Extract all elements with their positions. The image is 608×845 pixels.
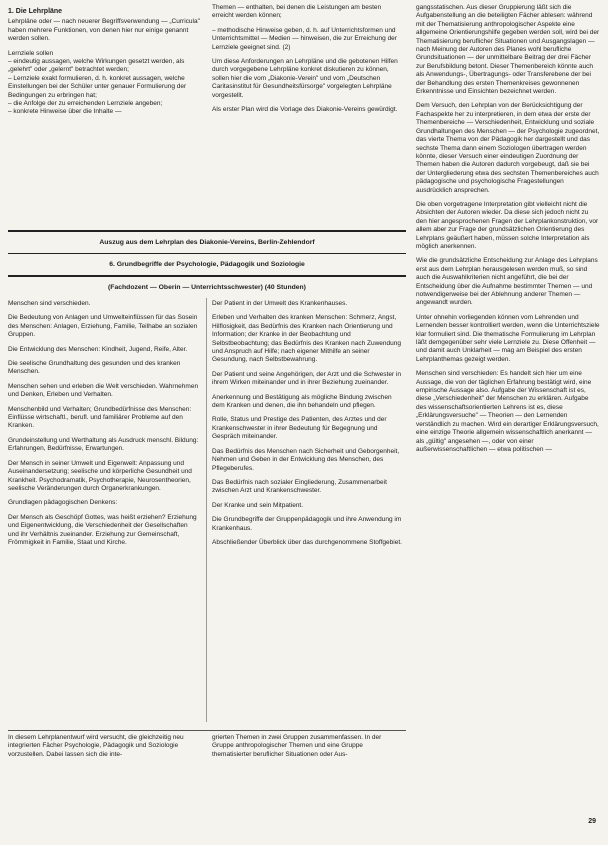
curriculum-item: Das Bedürfnis nach sozialer Eingliederung, Zusammenarbeit zwischen Arzt und Krankenschwester. — [212, 478, 387, 495]
curriculum-item: Menschenbild und Verhalten; Grundbedürfnisse des Menschen: Einflüsse wirtschaftl., berufl. und familiärer Probleme auf den Kranken. — [8, 405, 192, 430]
lower-left-column — [8, 300, 200, 547]
section-heading: 1. Die Lehrpläne — [8, 8, 63, 15]
paragraph: Unter ohnehin vorliegenden können vom Lehrenden und Lernenden besser kontrolliert werden, wenn die Unterrichtsziele klar formuliert sind. Die thematische Formulierung im Lehrplan läßt demgegenüber sehr viele Lernziele zu. Diese Offenheit — und damit auch Unklarheit — mag am Beispiel des ersten Lehrplanthemas gezeigt werden. — [416, 313, 600, 363]
paragraph: grierten Themen in zwei Gruppen zusammenfassen. In der Gruppe anthropologischer Themen und eine Gruppe thematisierter beruflicher Situationen oder Aus- — [212, 734, 382, 758]
curriculum-item: Die Bedeutung von Anlagen und Umwelteinflüssen für das Sosein des Menschen: Anlagen, Erziehung, Familie, Teilhabe an sozialen Gruppen. — [8, 314, 198, 339]
curriculum-item: Rolle, Status und Prestige des Patienten, des Arztes und der Krankenschwester in ihrer Bedeutung für Begegnung und Gespräch miteinander. — [212, 416, 387, 441]
divider — [8, 275, 406, 277]
paragraph: Lehrpläne oder — nach neuerer Begriffsverwendung — „Curricula" haben mehrere Funktionen, von denen hier nur einige genannt werden sollen. — [8, 18, 200, 43]
lower-middle-column — [212, 300, 404, 547]
page-number: 29 — [588, 818, 596, 825]
curriculum-excerpt-header — [8, 230, 406, 306]
list-item: – Lernziele exakt formulieren, d. h. konkret aussagen, welche Einstellungen bei der Schüler unter genauer Formulierung der Bedingungen zu erbringen hat; — [8, 74, 187, 99]
list-item: Themen — enthalten, bei denen die Leistungen am besten erreicht werden können; — [212, 4, 382, 20]
curriculum-item: Menschen sehen und erleben die Welt verschieden. Wahrnehmen und Denken, Erleben und Verhalten. — [8, 382, 199, 399]
paragraph: Dem Versuch, den Lehrplan von der Berücksichtigung der Fachaspekte her zu interpretieren, in dem etwa der erste der Themenbereiche — Verschiedenheit, Entwicklung und soziale Grundhaltungen des Menschen — der Psychologie zugeordnet, das vierte Thema von der Pädagogik her dargestellt und das sechste Thema dann einem Soziologen übertragen werden könnte, dieser Versuch einer eindeutigen Zuordnung der Themen haben die Autoren dadurch vorgebeugt, daß sie bei der Untergliederung etwa des sechsten Themenbereiches auch pädagogische und psychologische Fragestellungen ausdrücklich ansprechen. — [416, 102, 600, 194]
list-item: – methodische Hinweise geben, d. h. auf Unterrichtsformen und Unterrichtsmittel — Medien — hinweisen, die zur Erreichung der Lernziele geeignet sind. (2) — [212, 26, 397, 51]
top-left-column — [8, 8, 200, 117]
bottom-middle-column — [212, 734, 404, 759]
list-item: – konkrete Hinweise über die Inhalte — — [8, 108, 122, 116]
list-item: – die Anfolge der zu erreichenden Lernziele angeben; — [8, 100, 163, 108]
paragraph: In diesem Lehrplanentwurf wird versucht, die gleichzeitig neu integrierten Fächer Psychologie, Pädagogik und Soziologie vorzustellen. Dabei lassen sich die inte- — [8, 734, 184, 758]
curriculum-item: Erleben und Verhalten des kranken Menschen: Schmerz, Angst, Hilflosigkeit, das Bedürfnis des Kranken nach Orientierung und Information; der Kranke in der Beobachtung und Selbstbeobachtung; das Bedürfnis des Kranken nach Zuwendung und Anspruch auf Hilfe; nach eigener Mithilfe an seiner Gesundung, nach Selbstbewahrung. — [212, 314, 401, 364]
paragraph: Wie die grundsätzliche Entscheidung zur Anlage des Lehrplans erst aus dem Lehrplan herausgelesen werden muß, so sind auch die Auswahlkriterien nicht angeführt, die bei der Entscheidung über die Aufnahme bestimmter Themen — und notwendigerweise bei der Ablehnung anderer Themen — angewandt wurden. — [416, 257, 598, 307]
curriculum-item: Abschließender Überblick über das durchgenommene Stoffgebiet. — [212, 538, 402, 546]
curriculum-item: Der Mensch in seiner Umwelt und Eigenwelt: Anpassung und Auseinandersetzung; seelische und körperliche Gesundheit und Krankheit. Psychodramatik, Psychotherapie, Neurosentheorien, seelische Veränderungen durch Organerkrankungen. — [8, 459, 192, 492]
right-column — [416, 4, 600, 454]
curriculum-item: Menschen sind verschieden. — [8, 300, 91, 307]
curriculum-item: Die Grundbegriffe der Gruppenpädagogik und ihre Anwendung im Krankenhaus. — [212, 516, 402, 532]
paragraph: Lernziele sollen — [8, 49, 54, 57]
paragraph: gangsstatischen. Aus dieser Gruppierung läßt sich die Aufgabenstellung an die beteiligten Fächer ablesen: während mit der Thematisierung anthropologischer Aspekte eine allgemeine Orientierungshilfe gegeben werden soll, wird bei der Thematisierung beruflicher Situationen und Ausgangslagen — nach Meinung der Autoren des Planes wohl berufliche Grundsituationen — der unmittelbare Beitrag der drei Fächer zur Berufsbildung betont. Dieser Themenbereich könnte auch als Anwendungs-, Übertragungs- oder Transferebene der bei der Behandlung des ersten Themenkreises gewonnenen Erkenntnisse und Einsichten bezeichnet werden. — [416, 4, 600, 96]
curriculum-item: Der Mensch als Geschöpf Gottes, was heißt erziehen? Erziehung und Eigenentwicklung, die Verschiedenheit der Gesellschaften und ihr Verhältnis zueinander. Erziehung zur Gemeinschaft, Frömmigkeit in Familie, Staat und Kirche. — [8, 513, 197, 546]
paragraph: Als erster Plan wird die Vorlage des Diakonie-Vereins gewürdigt. — [212, 106, 398, 114]
curriculum-item: Der Patient und seine Angehörigen, der Arzt und die Schwester in ihrem Wirken miteinander und in ihrer Beziehung zueinander. — [212, 370, 401, 387]
top-middle-column — [212, 4, 404, 114]
curriculum-item: Anerkennung und Bestätigung als mögliche Bindung zwischen dem Kranken und denen, die ihn behandeln und pflegen. — [212, 393, 392, 410]
curriculum-item: Die seelische Grundhaltung des gesunden und des kranken Menschen. — [8, 360, 181, 376]
paragraph: Um diese Anforderungen an Lehrpläne und die gebotenen Hilfen durch vorgegebene Lehrpläne konkret diskutieren zu können, sollen hier die vom „Diakonie-Verein" und vom „Deutschen Caritasinstitut für Gesundheitsfürsorge" vorgelegten Lehrpläne vorgestellt. — [212, 58, 398, 99]
list-item: – eindeutig aussagen, welche Wirkungen gesetzt werden, als „gelehrt" oder „gelernt" betrachtet werden; — [8, 58, 185, 74]
curriculum-item: Der Patient in der Umwelt des Krankenhauses. — [212, 300, 348, 307]
excerpt-staff: (Fachdozent — Oberin — Unterrichtsschwester) (40 Stunden) — [108, 283, 306, 291]
curriculum-item: Die Entwicklung des Menschen: Kindheit, Jugend, Reife, Alter. — [8, 345, 188, 353]
curriculum-item: Grundeinstellung und Werthaltung als Ausdruck menschl. Bildung: Erfahrungen, Bedürfnisse, Erwartungen. — [8, 436, 199, 453]
curriculum-item: Grundlagen pädagogischen Denkens: — [8, 499, 118, 507]
excerpt-title: Auszug aus dem Lehrplan des Diakonie-Vereins, Berlin-Zehlendorf — [99, 238, 315, 246]
column-divider — [206, 298, 207, 722]
excerpt-subject: 6. Grundbegriffe der Psychologie, Pädagogik und Soziologie — [109, 261, 305, 268]
divider — [8, 730, 406, 731]
paragraph: Menschen sind verschieden: Es handelt sich hier um eine Aussage, die von der täglichen Erfahrung bestätigt wird, eine empirische Aussage also. Aufgabe der Wissenschaft ist es, diese „Verschiedenheit" der Menschen zu erklären. Aufgabe des wissenschaftsorientierten Lehrens ist es, diese „Erklärungsversuche" — Theorien — den Lernenden verständlich zu machen. Wird ein derartiger Erklärungsversuch, eine einzige Theorie allgemein wissenschaftlich anerkannt — als „gültig" angesehen —, oder von einer außerwissenschaftlichen — etwa politischen — — [416, 370, 599, 453]
divider — [8, 253, 406, 255]
curriculum-item: Der Kranke und sein Mitpatient. — [212, 501, 304, 509]
divider — [8, 230, 406, 232]
curriculum-item: Das Bedürfnis des Menschen nach Sicherheit und Geborgenheit, Nehmen und Geben in der Entwicklung des Menschen, des Pflegeberufes. — [212, 447, 400, 472]
bottom-left-column — [8, 734, 200, 759]
paragraph: Die oben vorgetragene Interpretation gibt vielleicht nicht die Absichten der Autoren wieder. Da diese sich jedoch nicht zu den hier angesprochenen Fragen der Lehrplankonstruktion, vor allem aber zur Frage der grundsätzlichen Orientierung des Lehrplans geäußert haben, müssen solche Interpretation als möglich anerkennen. — [416, 200, 599, 250]
